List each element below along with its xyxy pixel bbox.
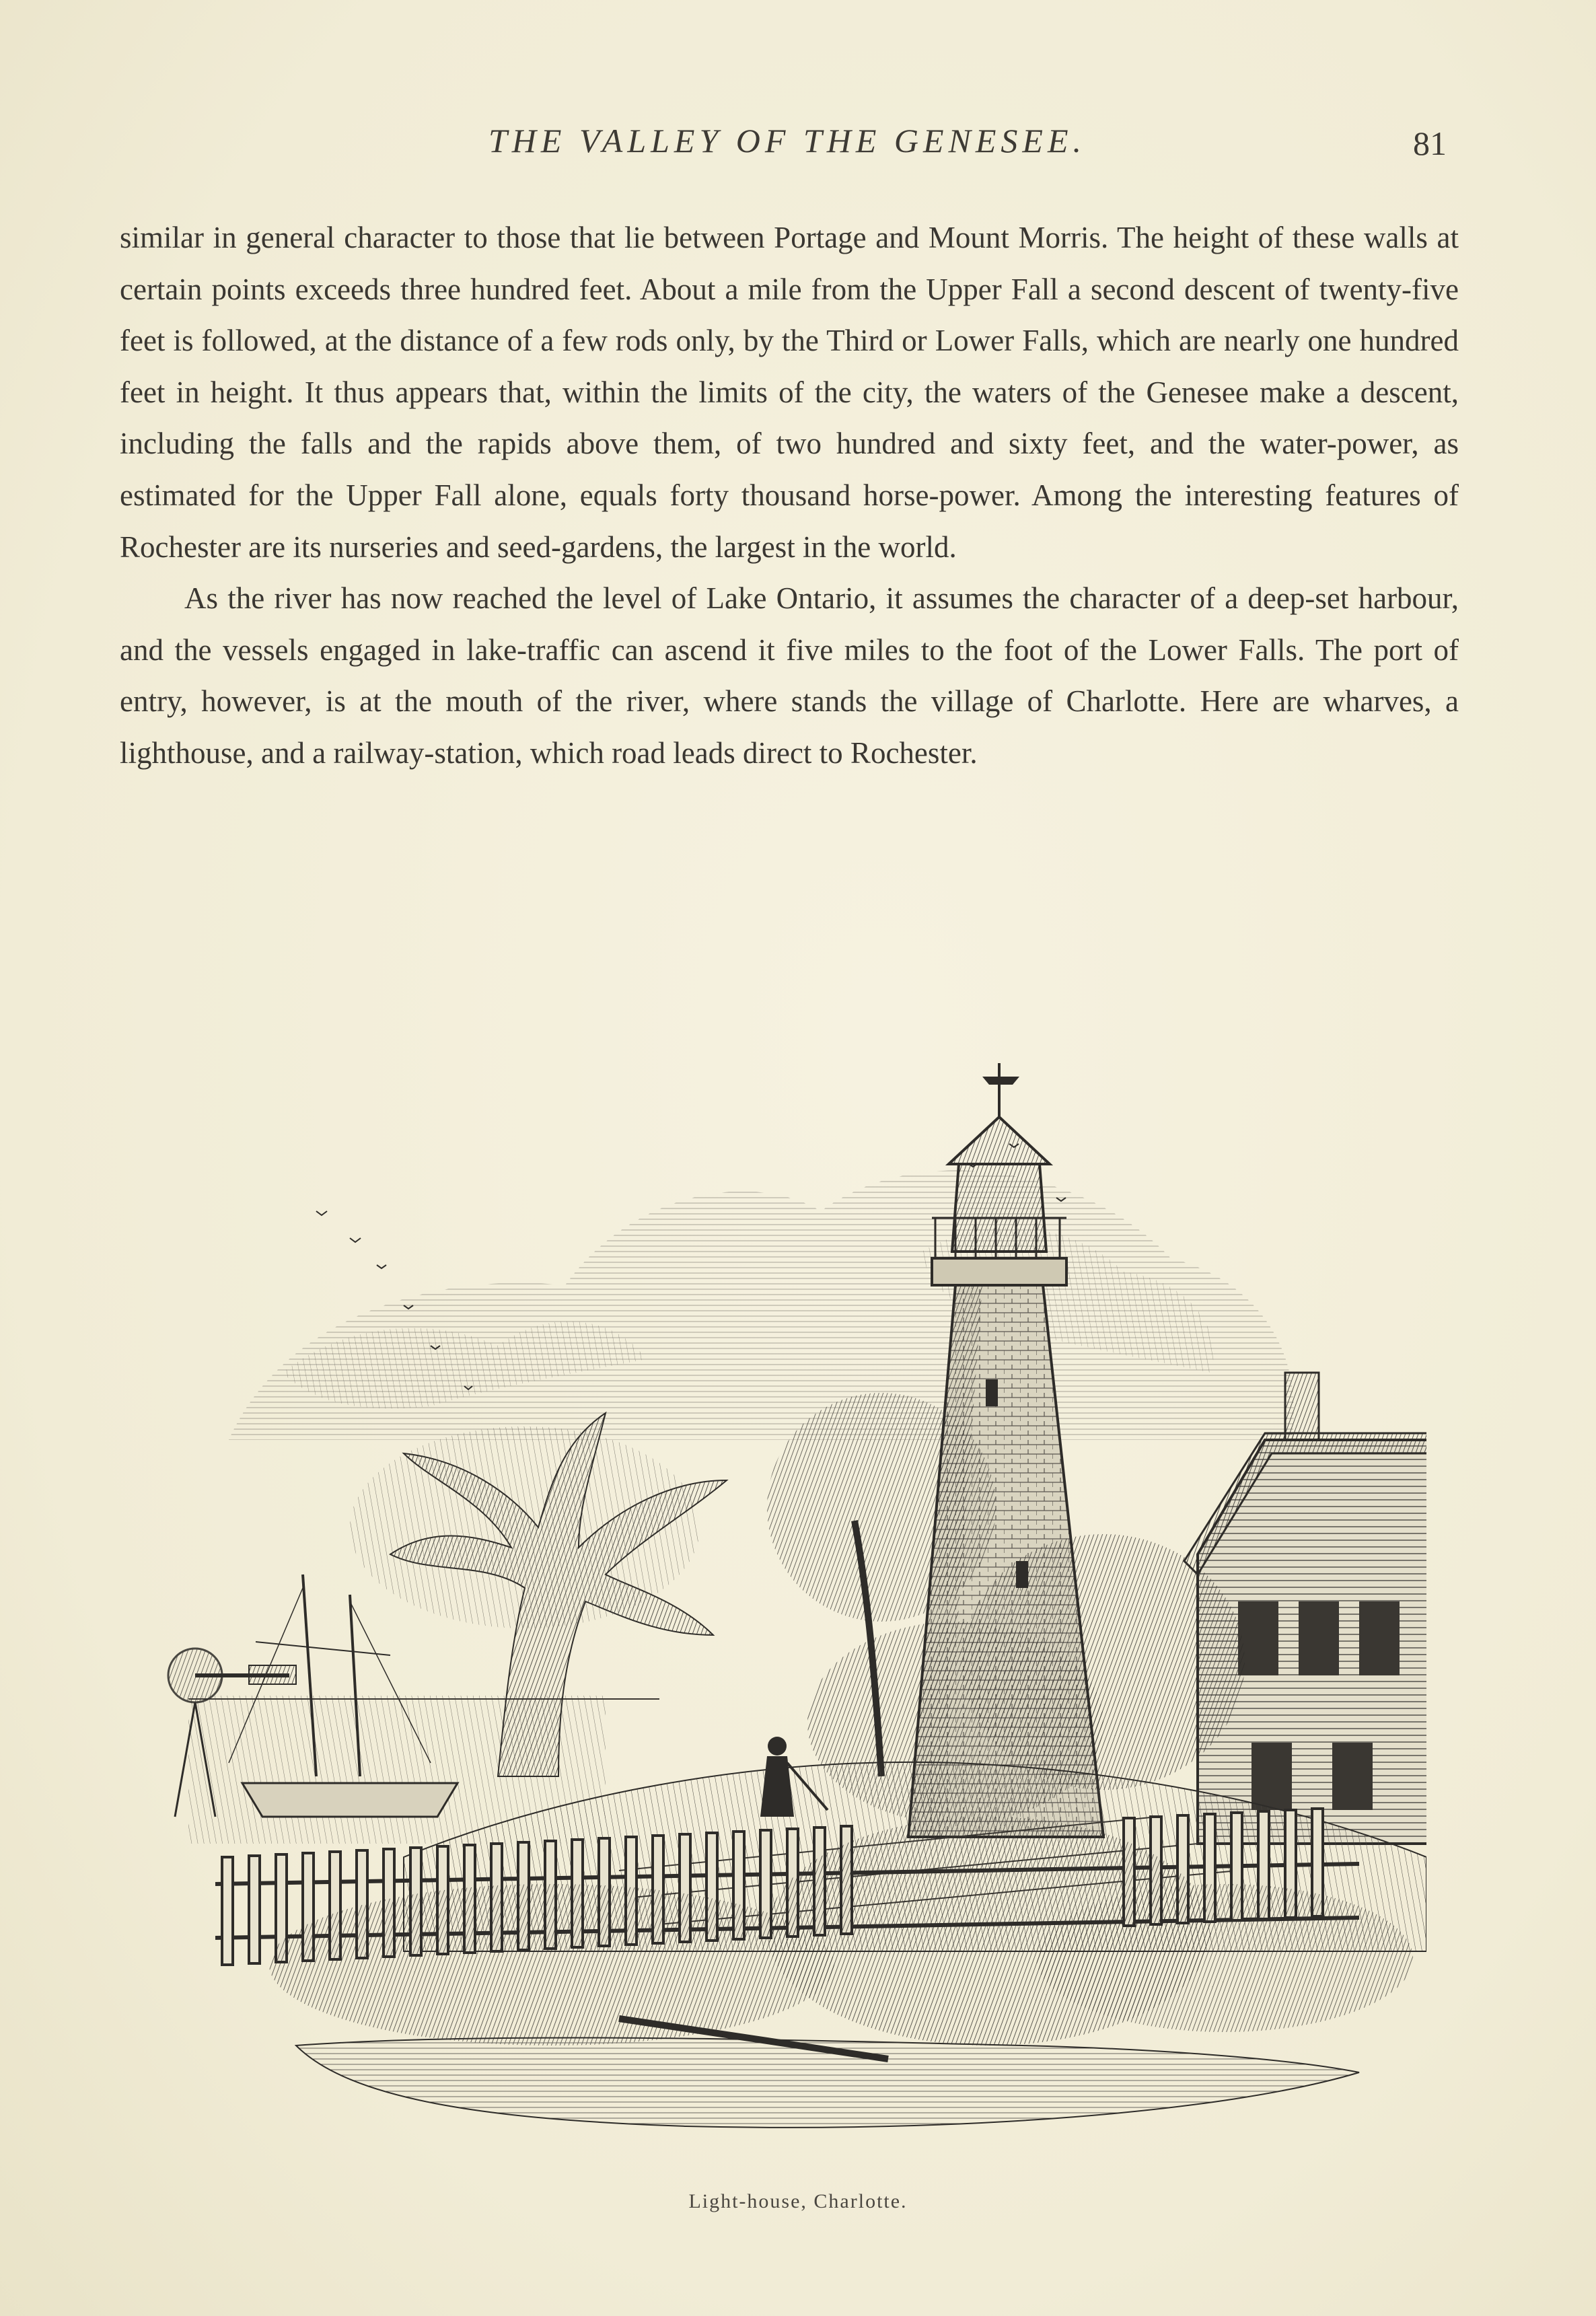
body-text <box>120 212 1459 779</box>
running-head <box>0 121 1596 175</box>
page-number: 81 <box>1413 124 1447 162</box>
paragraph-2: As the river has now reached the level of Lake Ontario, it assumes the character of a deep-set harbour, and the vessels engaged in lake-traffic can ascend it five miles to the foot of the Lower Falls. The port of entry, however, is at the mouth of the river, where stands the village of Charlotte. Here are wharves, a lighthouse, and a railway-station, which road leads direct to Rochester. <box>120 581 1459 770</box>
illustration-caption: Light-house, Charlotte. <box>688 2190 908 2212</box>
sky-clouds <box>229 1171 1294 1440</box>
lighthouse-engraving <box>148 969 1426 2180</box>
paragraph-1: similar in general character to those that lie between Portage and Mount Morris. The height of these walls at certain points exceeds three hundred feet. About a mile from the Upper Fall a second descent of twenty-five feet is followed, at the distance of a few rods only, by the Third or Lower Falls, which are nearly one hundred feet in height. It thus appears that, within the limits of the city, the waters of the Genesee make a descent, including the falls and the rapids above them, of two hundred and sixty feet, and the water-power, as estimated for the Upper Fall alone, equals forty thousand horse-power. Among the interesting features of Rochester are its nurseries and seed-gardens, the largest in the world. <box>120 221 1459 564</box>
running-title: THE VALLEY OF THE GENESEE. <box>488 122 1087 159</box>
